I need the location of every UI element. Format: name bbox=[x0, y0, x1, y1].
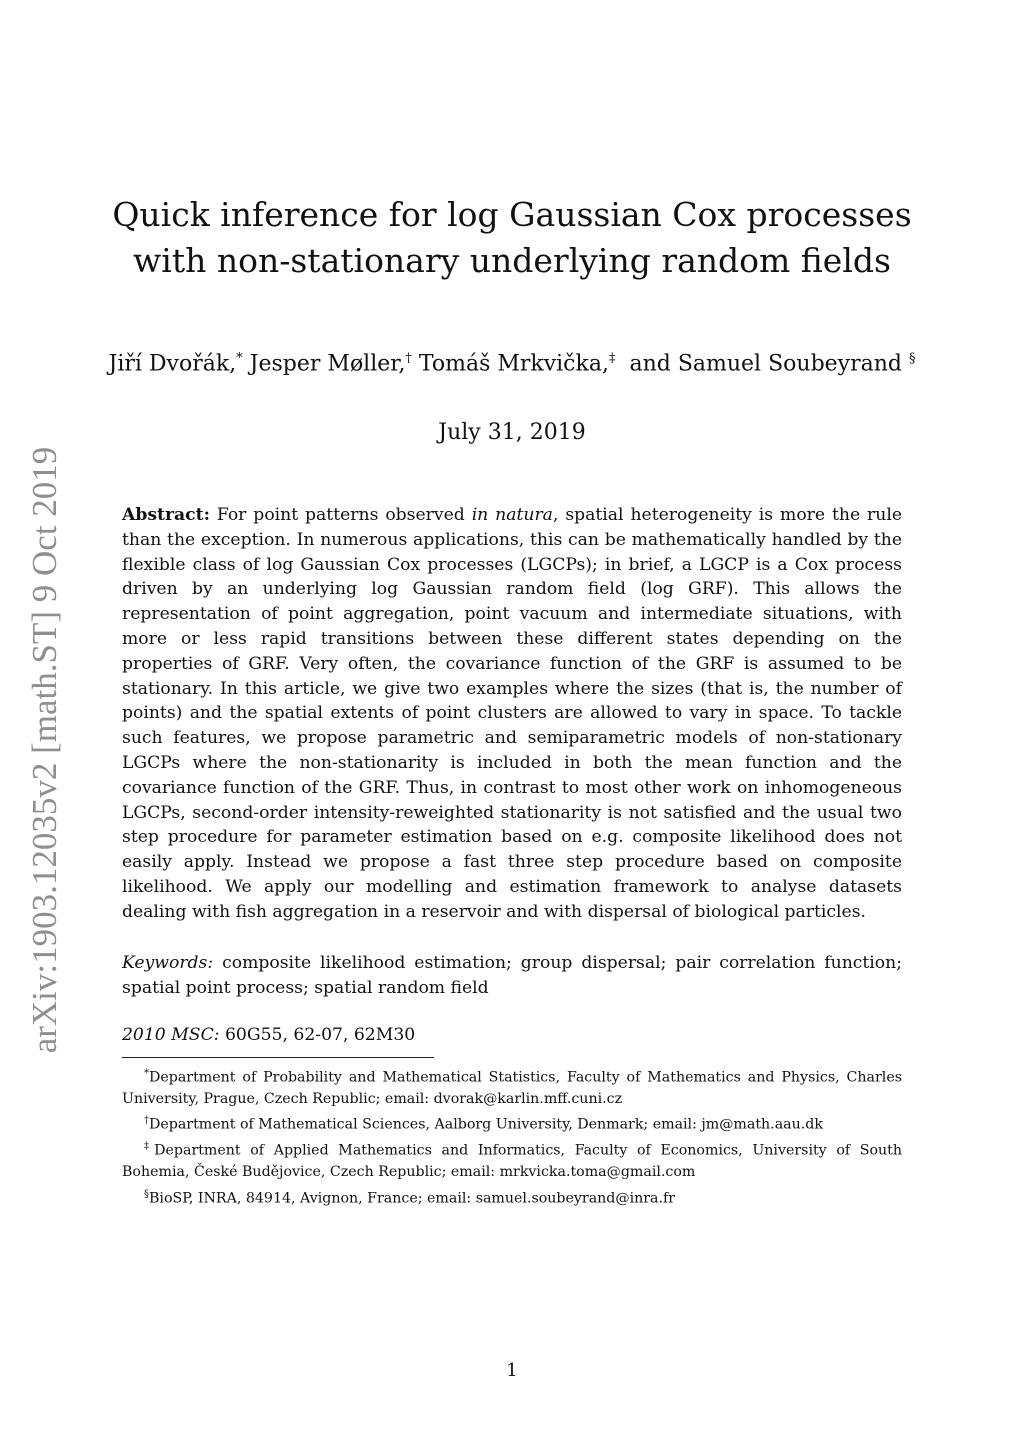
msc-label: 2010 MSC: bbox=[122, 1025, 220, 1045]
author-name: and Samuel Soubeyrand bbox=[629, 351, 902, 377]
footnote-text: Department of Mathematical Sciences, Aalborg University, Denmark; email: jm@math.aau.dk bbox=[149, 1117, 823, 1134]
page-number: 1 bbox=[506, 1360, 518, 1381]
footnote-mark: ‡ bbox=[144, 1141, 155, 1153]
abstract-label: Abstract: bbox=[122, 505, 210, 525]
abstract-emphasis: in natura bbox=[471, 505, 553, 525]
title-line-2: with non-stationary underlying random fields bbox=[133, 241, 891, 280]
footnote-text: BioSP, INRA, 84914, Avignon, France; email: samuel.soubeyrand@inra.fr bbox=[149, 1190, 676, 1207]
msc-text: 60G55, 62-07, 62M30 bbox=[225, 1025, 416, 1045]
keywords-label: Keywords: bbox=[122, 953, 214, 973]
footnote-mark: † bbox=[144, 1115, 149, 1127]
author-mark: § bbox=[908, 351, 916, 366]
msc-classification bbox=[122, 1023, 902, 1047]
keywords bbox=[122, 951, 902, 1001]
footnote bbox=[122, 1184, 902, 1210]
footnote-text: Department of Applied Mathematics and Informatics, Faculty of Economics, University of South Bohemia, České Budějovice, Czech Republic; email: mrkvicka.toma@gmail.com bbox=[122, 1143, 903, 1181]
footnote bbox=[122, 1063, 902, 1110]
footnote-text: Department of Probability and Mathematical Statistics, Faculty of Mathematics and Physics, Charles University, Prague, Czech Republic; email: dvorak@karlin.mff.cuni.cz bbox=[122, 1069, 902, 1108]
abstract-text-a: For point patterns observed bbox=[216, 505, 465, 525]
author-name: Tomáš Mrkvička, bbox=[418, 351, 609, 377]
keywords-text: composite likelihood estimation; group dispersal; pair correlation function; spatial point process; spatial random field bbox=[122, 953, 903, 998]
author-mark: ‡ bbox=[608, 351, 616, 366]
arxiv-id: arXiv:1903.12035v2 [math.ST] 9 Oct 2019 bbox=[25, 446, 64, 1054]
author-name: Jesper Møller, bbox=[249, 351, 406, 377]
author-list bbox=[70, 344, 954, 379]
author-mark: † bbox=[405, 351, 412, 366]
footnote-mark: § bbox=[144, 1188, 149, 1200]
footnote-divider bbox=[122, 1057, 434, 1058]
arxiv-stamp bbox=[20, 445, 70, 1055]
author-mark: * bbox=[236, 351, 243, 366]
footnote bbox=[122, 1110, 902, 1136]
footnotes bbox=[122, 1063, 902, 1210]
paper-date: July 31, 2019 bbox=[438, 420, 586, 445]
paper-title bbox=[90, 192, 934, 284]
footnote-mark: * bbox=[144, 1068, 149, 1079]
abstract-text-b: , spatial heterogeneity is more the rule than the exception. In numerous applications, this can be mathematically handled by the flexible class of log Gaussian Cox processes (LGCPs); in brief, a LGCP is a Cox process driven by an underlying log Gaussian random field (log GRF). This allows the representation of point aggregation, point vacuum and intermediate situations, with more or less rapid transitions between these different states depending on the properties of GRF. Very often, the covariance function of the GRF is assumed to be stationary. In this article, we give two examples where the sizes (that is, the number of points) and the spatial extents of point clusters are allowed to vary in space. To tackle such features, we propose parametric and semiparametric models of non-stationary LGCPs where the non-stationarity is included in both the mean function and the covariance function of the GRF. Thus, in contrast to most other work on inhomogeneous LGCPs, second-order intensity-reweighted stationarity is not satisfied and the usual two step procedure for parameter estimation based on e.g. composite likelihood does not easily apply. Instead we propose a fast three step procedure based on composite likelihood. We apply our modelling and estimation framework to analyse datasets dealing with fish aggregation in a reservoir and with dispersal of biological particles. bbox=[122, 505, 902, 922]
abstract bbox=[122, 503, 902, 925]
title-line-1: Quick inference for log Gaussian Cox processes bbox=[112, 195, 912, 234]
author-name: Jiří Dvořák, bbox=[108, 351, 237, 377]
footnote bbox=[122, 1136, 902, 1183]
